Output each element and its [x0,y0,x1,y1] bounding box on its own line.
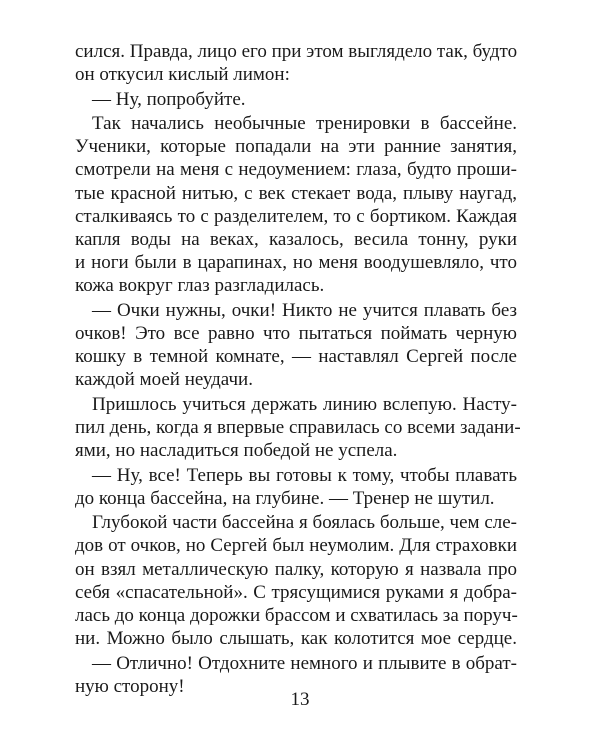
text-line: — Отлично! Отдохните немного и плывите в обрат- [92,653,517,674]
text-line: сился. Правда, лицо его при этом выглядело так, будто [75,41,518,62]
text-line: он взял металлическую палку, которую я назвала про [75,559,517,580]
text-line: ями, но насладиться победой не успела. [75,440,398,461]
page-number: 13 [290,689,310,710]
text-line: сталкиваясь то с разделителем, то с бортиком. Каждая [75,206,517,227]
text-line: кошку в темной комнате, — наставлял Сергей после [75,346,517,367]
text-line: кожа вокруг глаз разгладилась. [75,275,325,296]
text-line: пил день, когда я впервые справилась со всеми задани- [75,417,521,438]
text-line: — Очки нужны, очки! Никто не учится плавать без [92,300,517,321]
text-line: и ноги были в царапинах, но меня воодушевляло, что [75,252,517,273]
text-line: Ученики, которые попадали на эти ранние занятия, [75,136,517,157]
text-line: Пришлось учиться держать линию вслепую. Насту- [92,394,517,415]
text-line: ную сторону! [75,676,185,697]
text-line: ни. Можно было слышать, как колотится мое сердце. [75,628,517,649]
text-line: — Ну, попробуйте. [92,89,246,110]
text-line: каждой моей неудачи. [75,369,253,390]
text-line: — Ну, все! Теперь вы готовы к тому, чтобы плавать [92,465,517,486]
text-line: лась до конца дорожки брассом и схватилась за поруч- [75,605,518,626]
text-line: очков! Это все равно что пытаться поймать черную [75,323,517,344]
text-line: капля воды на веках, казалось, весила тонну, руки [75,229,517,250]
text-line: себя «спасательной». С трясущимися руками я добра- [75,582,517,603]
text-line: он откусил кислый лимон: [75,64,290,85]
text-line: Глубокой части бассейна я боялась больше, чем сле- [92,512,517,533]
text-line: дов от очков, но Сергей был неумолим. Для страховки [75,535,517,556]
text-line: смотрели на меня с недоумением: глаза, будто проши- [75,159,517,180]
text-line: тые красной нитью, с век стекает вода, плыву наугад, [75,183,517,204]
text-line: до конца бассейна, на глубине. — Тренер не шутил. [75,488,495,509]
text-line: Так начались необычные тренировки в бассейне. [92,113,517,134]
